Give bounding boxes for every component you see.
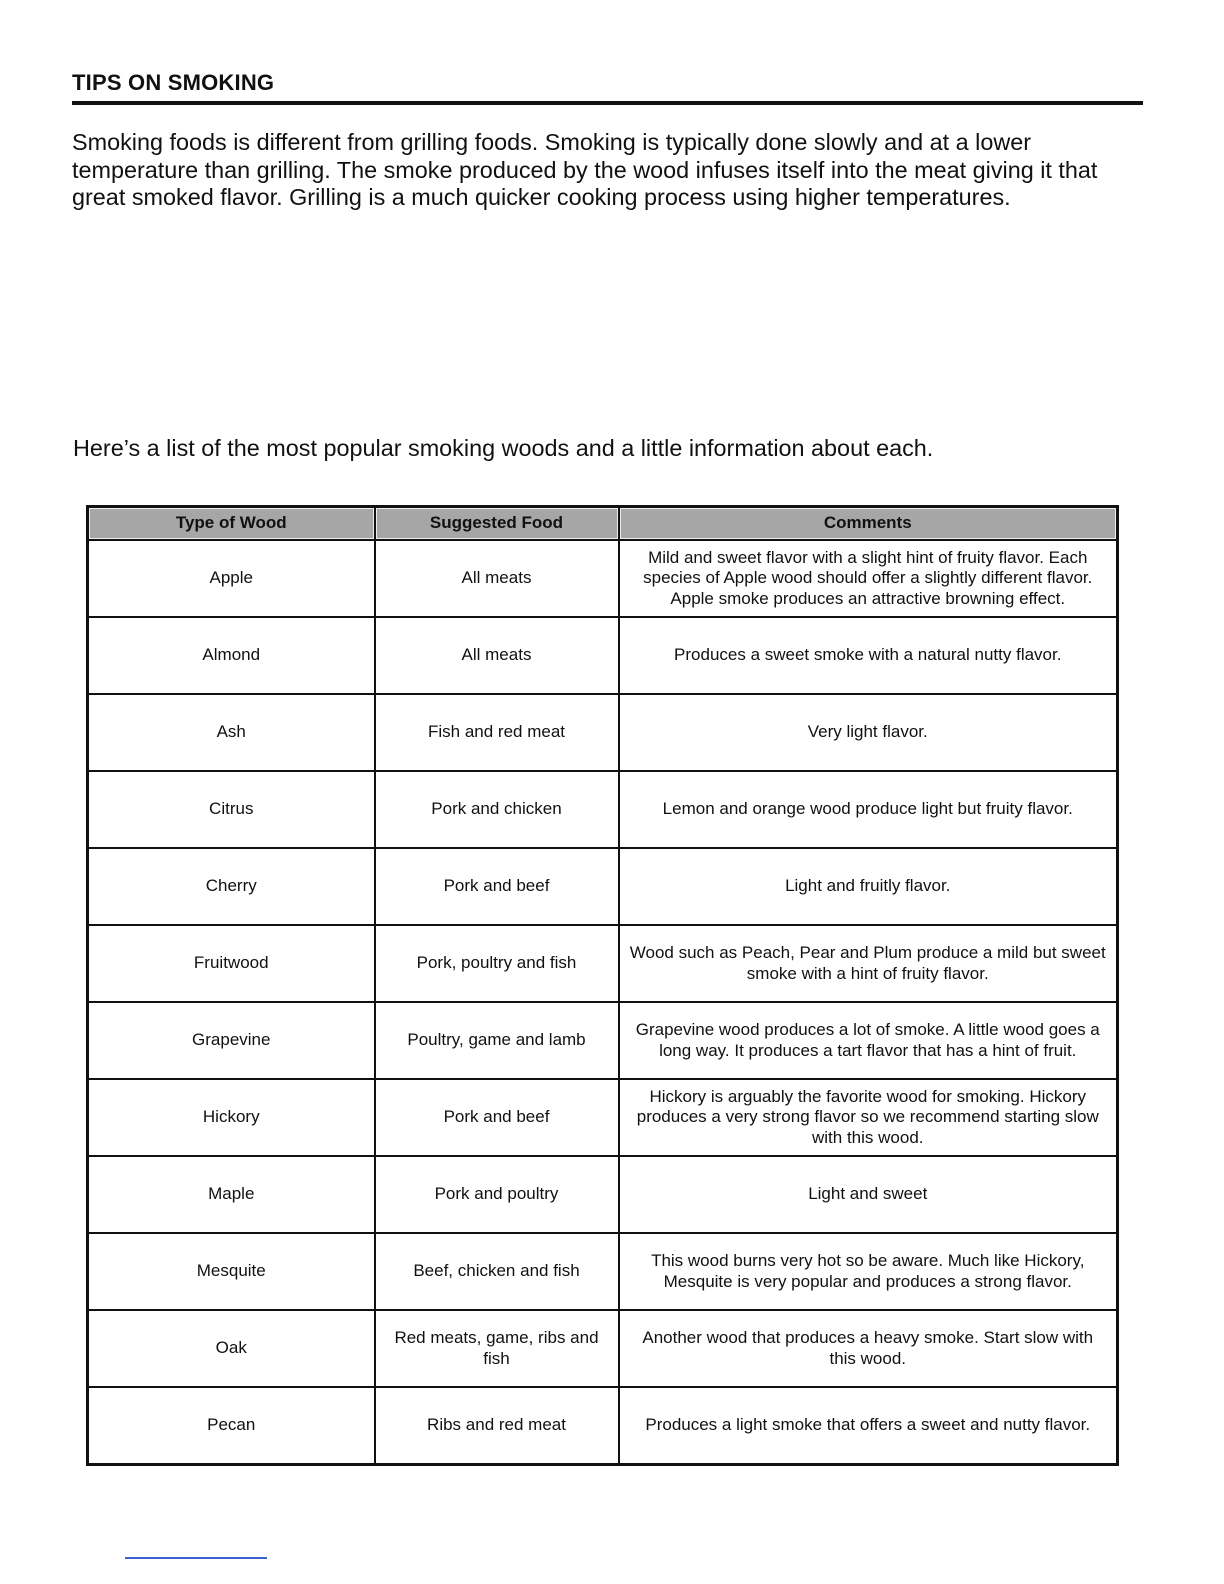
wood-cell: Ash	[88, 694, 375, 771]
table-row	[88, 925, 1118, 1002]
wood-cell: Cherry	[88, 848, 375, 925]
food-cell: Fish and red meat	[375, 694, 619, 771]
smoking-woods-table	[86, 505, 1119, 1466]
table-row	[88, 694, 1118, 771]
food-cell: Pork and poultry	[375, 1156, 619, 1233]
food-cell: Red meats, game, ribs and fish	[375, 1310, 619, 1387]
comment-cell: Produces a light smoke that offers a sweet and nutty flavor.	[619, 1387, 1118, 1465]
table-row	[88, 540, 1118, 617]
wood-cell: Almond	[88, 617, 375, 694]
table-row	[88, 1310, 1118, 1387]
food-cell: Poultry, game and lamb	[375, 1002, 619, 1079]
food-cell: Pork and beef	[375, 1079, 619, 1156]
page-title: TIPS ON SMOKING	[72, 70, 275, 95]
comment-cell: Light and sweet	[619, 1156, 1118, 1233]
wood-cell: Pecan	[88, 1387, 375, 1465]
table-row	[88, 848, 1118, 925]
table-row	[88, 1002, 1118, 1079]
intro-paragraph: Smoking foods is different from grilling foods. Smoking is typically done slowly and at a lower temperature than grilling. The smoke produced by the wood infuses itself into the meat giving it that great smoked flavor. Grilling is a much quicker cooking process using higher temperatures.	[72, 129, 1098, 210]
table-intro-paragraph: Here’s a list of the most popular smoking woods and a little information about each.	[73, 435, 934, 461]
header-suggested-food: Suggested Food	[375, 507, 619, 541]
comment-cell: Produces a sweet smoke with a natural nutty flavor.	[619, 617, 1118, 694]
comment-cell: Hickory is arguably the favorite wood for smoking. Hickory produces a very strong flavor so we recommend starting slow with this wood.	[619, 1079, 1118, 1156]
wood-cell: Maple	[88, 1156, 375, 1233]
table-row	[88, 617, 1118, 694]
title-divider	[72, 101, 1143, 105]
table-header-row	[88, 507, 1118, 541]
food-cell: All meats	[375, 540, 619, 617]
header-comments: Comments	[619, 507, 1118, 541]
food-cell: Pork and chicken	[375, 771, 619, 848]
wood-cell: Fruitwood	[88, 925, 375, 1002]
comment-cell: Light and fruitly flavor.	[619, 848, 1118, 925]
comment-cell: Another wood that produces a heavy smoke. Start slow with this wood.	[619, 1310, 1118, 1387]
table-row	[88, 771, 1118, 848]
header-type-of-wood: Type of Wood	[88, 507, 375, 541]
table-row	[88, 1387, 1118, 1465]
table-row	[88, 1233, 1118, 1310]
food-cell: All meats	[375, 617, 619, 694]
table-row	[88, 1156, 1118, 1233]
wood-cell: Mesquite	[88, 1233, 375, 1310]
food-cell: Beef, chicken and fish	[375, 1233, 619, 1310]
comment-cell: Grapevine wood produces a lot of smoke. A little wood goes a long way. It produces a tart flavor that has a hint of fruit.	[619, 1002, 1118, 1079]
comment-cell: Wood such as Peach, Pear and Plum produce a mild but sweet smoke with a hint of fruity flavor.	[619, 925, 1118, 1002]
wood-cell: Hickory	[88, 1079, 375, 1156]
comment-cell: Mild and sweet flavor with a slight hint of fruity flavor. Each species of Apple wood should offer a slightly different flavor. Apple smoke produces an attractive browning effect.	[619, 540, 1118, 617]
comment-cell: Lemon and orange wood produce light but fruity flavor.	[619, 771, 1118, 848]
comment-cell: Very light flavor.	[619, 694, 1118, 771]
wood-cell: Grapevine	[88, 1002, 375, 1079]
food-cell: Pork and beef	[375, 848, 619, 925]
wood-cell: Apple	[88, 540, 375, 617]
wood-cell: Citrus	[88, 771, 375, 848]
footer-divider	[125, 1557, 267, 1559]
comment-cell: This wood burns very hot so be aware. Much like Hickory, Mesquite is very popular and produces a strong flavor.	[619, 1233, 1118, 1310]
wood-cell: Oak	[88, 1310, 375, 1387]
food-cell: Pork, poultry and fish	[375, 925, 619, 1002]
food-cell: Ribs and red meat	[375, 1387, 619, 1465]
table-row	[88, 1079, 1118, 1156]
